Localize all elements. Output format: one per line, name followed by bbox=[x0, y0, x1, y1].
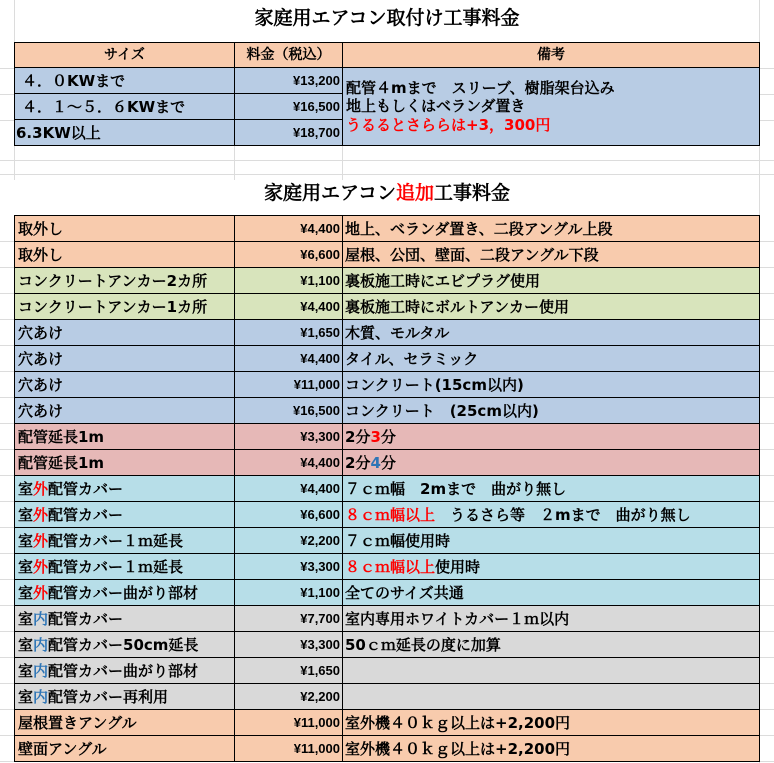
note-cell: 裏板施工時にエビプラグ使用 bbox=[343, 268, 760, 294]
highlight-text: 外 bbox=[33, 557, 49, 576]
price-cell: ¥3,300 bbox=[235, 632, 343, 658]
note-cell: 木質、モルタル bbox=[343, 320, 760, 346]
table-row bbox=[15, 450, 760, 476]
table-row bbox=[15, 346, 760, 372]
price-cell: ¥4,400 bbox=[235, 346, 343, 372]
table-row bbox=[15, 736, 760, 762]
item-cell: 穴あけ bbox=[15, 398, 235, 424]
table-row bbox=[15, 710, 760, 736]
gridline bbox=[0, 174, 774, 175]
note-cell: コンクリート(15cm以内) bbox=[343, 372, 760, 398]
price-cell: ¥4,400 bbox=[235, 294, 343, 320]
price-cell: ¥7,700 bbox=[235, 606, 343, 632]
note-text: 分 bbox=[380, 427, 396, 446]
item-text: 室 bbox=[18, 583, 34, 602]
item-text: 室 bbox=[18, 479, 34, 498]
highlight-text: 3 bbox=[370, 427, 381, 446]
note-cell: 全てのサイズ共通 bbox=[343, 580, 760, 606]
note-cell: ７ｃｍ幅 2mまで 曲がり無し bbox=[343, 476, 760, 502]
note-cell: 地上、ベランダ置き、二段アングル上段 bbox=[343, 216, 760, 242]
item-cell: 壁面アングル bbox=[15, 736, 235, 762]
title-text: 家庭用エアコン bbox=[263, 182, 397, 204]
price-cell: ¥2,200 bbox=[235, 684, 343, 710]
item-text: 室 bbox=[18, 531, 34, 550]
table-row bbox=[15, 372, 760, 398]
item-text: 配管カバー bbox=[48, 479, 124, 498]
item-text: 室 bbox=[18, 505, 34, 524]
item-cell bbox=[15, 606, 235, 632]
highlight-text: 内 bbox=[33, 609, 49, 628]
item-text: 配管カバー曲がり部材 bbox=[48, 661, 199, 680]
item-cell bbox=[15, 580, 235, 606]
price-cell: ¥16,500 bbox=[235, 94, 343, 120]
price-cell: ¥11,000 bbox=[235, 736, 343, 762]
price-cell: ¥16,500 bbox=[235, 398, 343, 424]
price-cell: ¥11,000 bbox=[235, 710, 343, 736]
price-cell: ¥1,650 bbox=[235, 658, 343, 684]
note-cell bbox=[343, 68, 760, 146]
note-cell bbox=[343, 684, 760, 710]
item-text: 配管カバー１ｍ延長 bbox=[48, 557, 184, 576]
price-cell: ¥1,650 bbox=[235, 320, 343, 346]
table-row bbox=[15, 476, 760, 502]
gridline bbox=[14, 146, 15, 180]
price-cell: ¥1,100 bbox=[235, 580, 343, 606]
installation-price-table bbox=[14, 42, 760, 146]
note-cell: タイル、セラミック bbox=[343, 346, 760, 372]
section-title bbox=[0, 181, 774, 205]
item-cell: 配管延長1m bbox=[15, 450, 235, 476]
table-row bbox=[15, 268, 760, 294]
item-text: 室 bbox=[18, 609, 34, 628]
note-cell: 室内専用ホワイトカバー１ｍ以内 bbox=[343, 606, 760, 632]
item-text: 配管カバー50cm延長 bbox=[48, 635, 199, 654]
item-cell bbox=[15, 658, 235, 684]
item-cell bbox=[15, 632, 235, 658]
highlight-text: 内 bbox=[33, 661, 49, 680]
table-row bbox=[15, 320, 760, 346]
price-cell: ¥1,100 bbox=[235, 268, 343, 294]
note-cell bbox=[343, 450, 760, 476]
table-row bbox=[15, 502, 760, 528]
note-line: 地上もしくはベランダ置き bbox=[346, 97, 526, 116]
note-cell bbox=[343, 658, 760, 684]
additional-price-table bbox=[14, 215, 760, 762]
note-cell: 50ｃｍ延長の度に加算 bbox=[343, 632, 760, 658]
price-cell: ¥3,300 bbox=[235, 424, 343, 450]
size-cell: 6.3KW以上 bbox=[15, 120, 235, 146]
table-row bbox=[15, 528, 760, 554]
item-cell bbox=[15, 528, 235, 554]
note-cell: 屋根、公団、壁面、二段アングル下段 bbox=[343, 242, 760, 268]
note-cell: 裏板施工時にボルトアンカー使用 bbox=[343, 294, 760, 320]
item-text: 配管カバー曲がり部材 bbox=[48, 583, 199, 602]
gridline bbox=[0, 43, 14, 146]
note-cell: コンクリート (25cm以内) bbox=[343, 398, 760, 424]
item-cell bbox=[15, 684, 235, 710]
table-row bbox=[15, 398, 760, 424]
note-cell bbox=[343, 502, 760, 528]
note-cell bbox=[343, 424, 760, 450]
price-cell: ¥3,300 bbox=[235, 554, 343, 580]
table-row bbox=[15, 606, 760, 632]
note-cell bbox=[343, 554, 760, 580]
item-cell: コンクリートアンカー2カ所 bbox=[15, 268, 235, 294]
table-row bbox=[15, 580, 760, 606]
price-cell: ¥2,200 bbox=[235, 528, 343, 554]
table-row bbox=[15, 658, 760, 684]
item-cell: 穴あけ bbox=[15, 320, 235, 346]
highlight-text: 外 bbox=[33, 583, 49, 602]
title-text: 工事料金 bbox=[434, 182, 511, 204]
highlight-text: 外 bbox=[33, 505, 49, 524]
highlight-text: 内 bbox=[33, 635, 49, 654]
note-text: うるさら等 ２mまで 曲がり無し bbox=[435, 505, 691, 524]
note-text: 使用時 bbox=[435, 557, 481, 576]
item-text: 室 bbox=[18, 635, 34, 654]
highlight-text: 内 bbox=[33, 687, 49, 706]
price-cell: ¥6,600 bbox=[235, 242, 343, 268]
highlight-text: 4 bbox=[370, 453, 381, 472]
note-text: 分 bbox=[380, 453, 396, 472]
item-cell: 配管延長1m bbox=[15, 424, 235, 450]
gridline bbox=[760, 43, 774, 146]
highlight-text: 外 bbox=[33, 531, 49, 550]
highlight-text: ８ｃｍ幅以上 bbox=[345, 557, 436, 576]
item-text: 配管カバー１ｍ延長 bbox=[48, 531, 184, 550]
highlight-text: うるるとさららは+3，300円 bbox=[346, 115, 551, 134]
page-title: 家庭用エアコン取付け工事料金 bbox=[254, 7, 520, 29]
item-cell: 取外し bbox=[15, 242, 235, 268]
price-cell: ¥4,400 bbox=[235, 450, 343, 476]
size-cell: ４．０KWまで bbox=[15, 68, 235, 94]
header-price: 料金（税込） bbox=[235, 43, 343, 68]
item-cell: 取外し bbox=[15, 216, 235, 242]
note-cell: 室外機４０ｋｇ以上は+2,200円 bbox=[343, 736, 760, 762]
item-text: 室 bbox=[18, 661, 34, 680]
item-cell: 穴あけ bbox=[15, 346, 235, 372]
note-text: 2分 bbox=[345, 453, 371, 472]
gridline bbox=[0, 216, 14, 762]
item-cell: 屋根置きアングル bbox=[15, 710, 235, 736]
item-text: 配管カバー bbox=[48, 505, 124, 524]
price-cell: ¥4,400 bbox=[235, 216, 343, 242]
note-text: 2分 bbox=[345, 427, 371, 446]
item-text: 室 bbox=[18, 687, 34, 706]
price-cell: ¥4,400 bbox=[235, 476, 343, 502]
note-line: 配管４mまで スリーブ、樹脂架台込み bbox=[346, 78, 615, 97]
price-cell: ¥11,000 bbox=[235, 372, 343, 398]
item-cell bbox=[15, 554, 235, 580]
table-row bbox=[15, 554, 760, 580]
table-row bbox=[15, 424, 760, 450]
header-size: サイズ bbox=[15, 43, 235, 68]
table-row bbox=[15, 294, 760, 320]
note-cell: ７ｃｍ幅使用時 bbox=[343, 528, 760, 554]
gridline bbox=[342, 146, 343, 180]
item-cell: コンクリートアンカー1カ所 bbox=[15, 294, 235, 320]
item-text: 室 bbox=[18, 557, 34, 576]
table-row bbox=[15, 216, 760, 242]
table-row bbox=[15, 242, 760, 268]
note-cell: 室外機４０ｋｇ以上は+2,200円 bbox=[343, 710, 760, 736]
highlight-text: 追加 bbox=[396, 182, 435, 204]
item-cell bbox=[15, 476, 235, 502]
item-cell: 穴あけ bbox=[15, 372, 235, 398]
item-text: 配管カバー bbox=[48, 609, 124, 628]
item-cell bbox=[15, 502, 235, 528]
size-cell: ４．１～５．６KWまで bbox=[15, 94, 235, 120]
price-cell: ¥18,700 bbox=[235, 120, 343, 146]
highlight-text: 外 bbox=[33, 479, 49, 498]
table-row bbox=[15, 684, 760, 710]
gridline bbox=[0, 160, 774, 161]
item-text: 配管カバー再利用 bbox=[48, 687, 169, 706]
price-cell: ¥13,200 bbox=[235, 68, 343, 94]
highlight-text: ８ｃｍ幅以上 bbox=[345, 505, 436, 524]
table-row bbox=[15, 632, 760, 658]
gridline bbox=[234, 146, 235, 180]
header-note: 備考 bbox=[343, 43, 760, 68]
price-cell: ¥6,600 bbox=[235, 502, 343, 528]
gridline bbox=[760, 216, 774, 762]
